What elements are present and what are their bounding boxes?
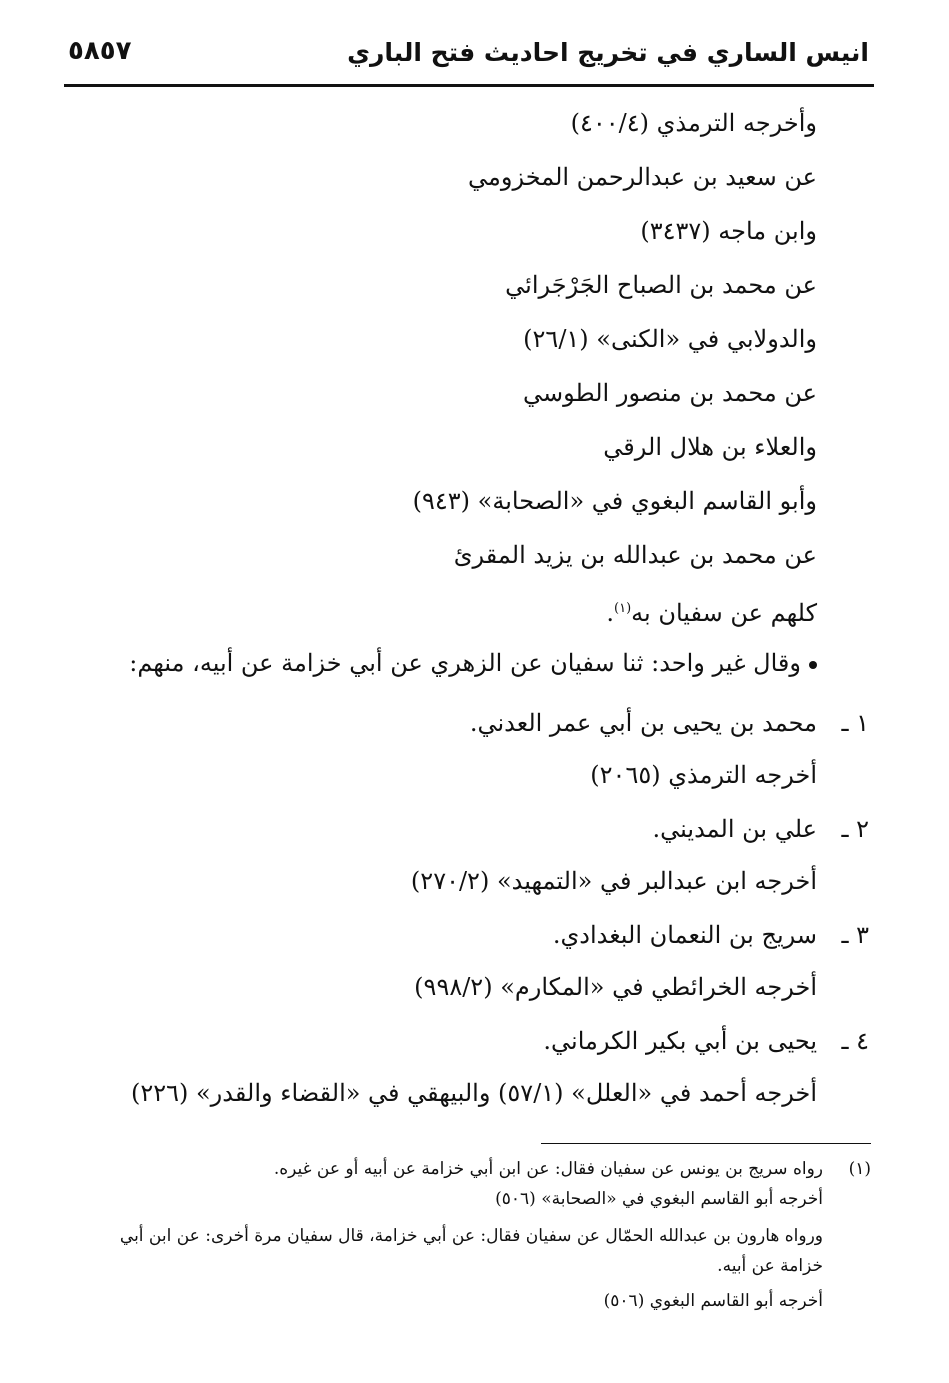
item-name-3: سريج بن النعمان البغدادي. [552,921,817,949]
bullet-icon [809,661,817,669]
page-number: ٥٨٥٧ [68,36,132,66]
footnote-line-2: أخرجه أبو القاسم البغوي في «الصحابة» (٥٠٦) [495,1189,823,1209]
body-line-1: وأخرجه الترمذي (٤٠٠/٤) [570,109,817,137]
item-name-4: يحيى بن أبي بكير الكرماني. [543,1027,817,1055]
body-line-10: كلهم عن سفيان به$^{(١)}$. [606,599,817,627]
footnote-reference[interactable]: (١) [614,601,632,616]
item-name-1: محمد بن يحيى بن أبي عمر العدني. [469,709,817,737]
footnote-number: (١) [848,1159,871,1179]
footnote-line-4: خزامة عن أبيه. [717,1256,823,1276]
body-line-6: عن محمد بن منصور الطوسي [523,379,817,407]
header-divider [64,84,874,87]
item-number-2: ٢ ـ [841,815,869,843]
body-line-5: والدولابي في «الكنى» (٢٦/١) [523,325,817,353]
bullet-paragraph [129,648,817,678]
body-line-2: عن سعيد بن عبدالرحمن المخزومي [468,163,817,191]
item-source-3: أخرجه الخرائطي في «المكارم» (٩٩٨/٢) [414,973,817,1001]
body-line-3: وابن ماجه (٣٤٣٧) [640,217,817,245]
footnote-line-5: أخرجه أبو القاسم البغوي (٥٠٦) [603,1291,823,1311]
footnote-divider [541,1143,871,1144]
item-source-4: أخرجه أحمد في «العلل» (٥٧/١) والبيهقي في «القضاء والقدر» (٢٢٦) [130,1079,817,1107]
running-header-title: انيس الساري في تخريج احاديث فتح الباري [347,38,869,67]
item-number-1: ١ ـ [841,709,869,737]
item-source-2: أخرجه ابن عبدالبر في «التمهيد» (٢٧٠/٢) [410,867,817,895]
body-line-9: عن محمد بن عبدالله بن يزيد المقرئ [453,541,817,569]
item-name-2: علي بن المديني. [652,815,817,843]
body-line-10-text: كلهم عن سفيان به [631,599,817,627]
body-line-8: وأبو القاسم البغوي في «الصحابة» (٩٤٣) [412,487,817,515]
body-line-7: والعلاء بن هلال الرقي [603,433,817,461]
footnote-line-3: ورواه هارون بن عبدالله الحمّال عن سفيان فقال: عن أبي خزامة، قال سفيان مرة أخرى: عن ابن أبي [119,1226,823,1246]
item-number-3: ٣ ـ [841,921,869,949]
item-source-1: أخرجه الترمذي (٢٠٦٥) [590,761,817,789]
item-number-4: ٤ ـ [841,1027,869,1055]
bullet-text: وقال غير واحد: ثنا سفيان عن الزهري عن أبي خزامة عن أبيه، منهم: [129,649,801,677]
footnote-line-1: رواه سريج بن يونس عن سفيان فقال: عن ابن أبي خزامة عن أبيه أو عن غيره. [273,1159,823,1179]
body-line-4: عن محمد بن الصباح الجَرْجَرائي [505,271,817,299]
